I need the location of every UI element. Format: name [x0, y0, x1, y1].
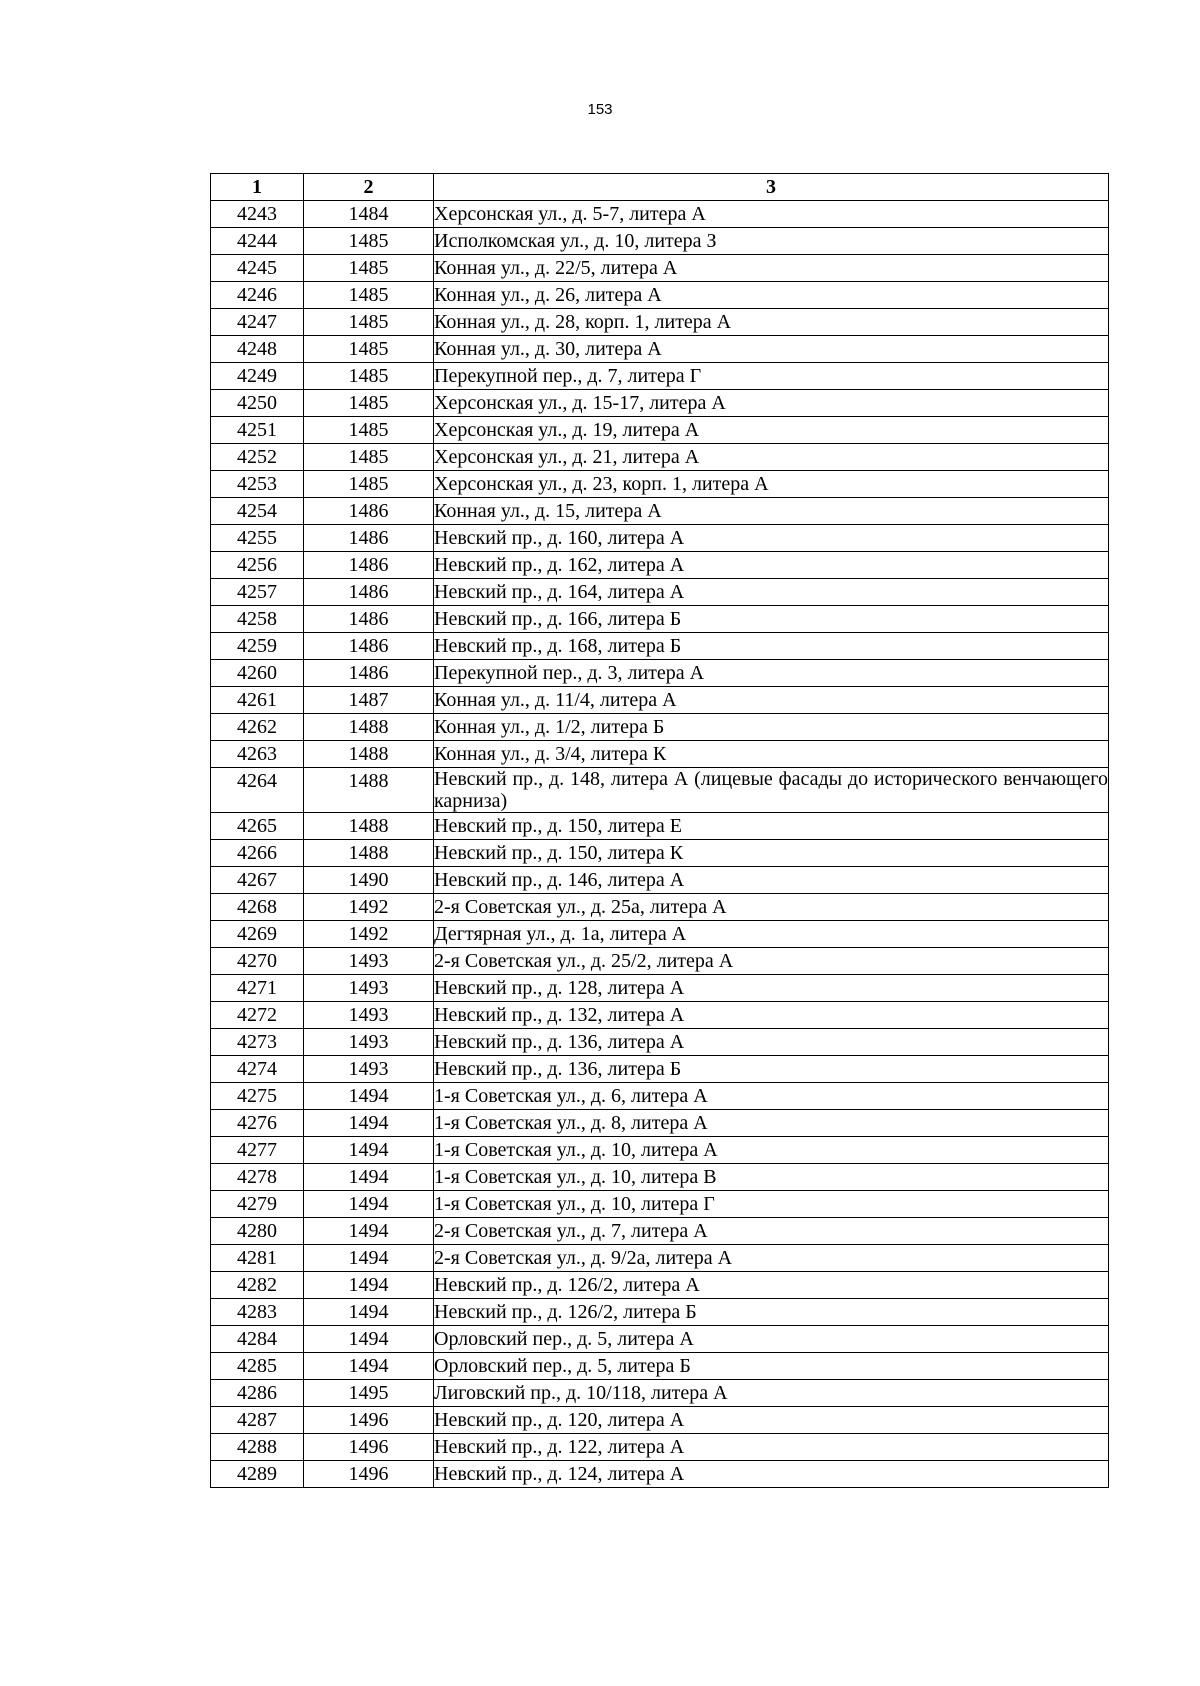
cell-address: 1-я Советская ул., д. 10, литера В	[434, 1164, 1109, 1191]
cell-address: Конная ул., д. 1/2, литера Б	[434, 714, 1109, 741]
table-row	[211, 525, 1109, 552]
cell-code: 1496	[304, 1461, 434, 1488]
table-row	[211, 948, 1109, 975]
cell-code: 1492	[304, 894, 434, 921]
cell-code: 1492	[304, 921, 434, 948]
table-row	[211, 606, 1109, 633]
cell-address: Перекупной пер., д. 7, литера Г	[434, 363, 1109, 390]
table-row	[211, 921, 1109, 948]
table-row	[211, 390, 1109, 417]
table-row	[211, 228, 1109, 255]
table-row	[211, 1029, 1109, 1056]
table-row	[211, 1434, 1109, 1461]
cell-address: Невский пр., д. 150, литера Е	[434, 813, 1109, 840]
cell-address: 2-я Советская ул., д. 25а, литера А	[434, 894, 1109, 921]
column-header-3: 3	[434, 174, 1109, 201]
table-row	[211, 867, 1109, 894]
cell-number: 4284	[211, 1326, 304, 1353]
cell-address: 2-я Советская ул., д. 9/2а, литера А	[434, 1245, 1109, 1272]
column-header-2: 2	[304, 174, 434, 201]
cell-number: 4281	[211, 1245, 304, 1272]
table-row	[211, 1407, 1109, 1434]
table-row	[211, 552, 1109, 579]
cell-number: 4246	[211, 282, 304, 309]
cell-address: Дегтярная ул., д. 1а, литера А	[434, 921, 1109, 948]
cell-code: 1490	[304, 867, 434, 894]
cell-address: Конная ул., д. 28, корп. 1, литера А	[434, 309, 1109, 336]
table-row	[211, 1083, 1109, 1110]
cell-address: 2-я Советская ул., д. 7, литера А	[434, 1218, 1109, 1245]
cell-number: 4276	[211, 1110, 304, 1137]
table-row	[211, 1272, 1109, 1299]
cell-address: Орловский пер., д. 5, литера А	[434, 1326, 1109, 1353]
table-row	[211, 1245, 1109, 1272]
cell-code: 1485	[304, 309, 434, 336]
table-row	[211, 813, 1109, 840]
cell-number: 4248	[211, 336, 304, 363]
cell-number: 4250	[211, 390, 304, 417]
cell-code: 1494	[304, 1326, 434, 1353]
table-row	[211, 201, 1109, 228]
table-row	[211, 471, 1109, 498]
cell-address: Невский пр., д. 126/2, литера Б	[434, 1299, 1109, 1326]
cell-code: 1485	[304, 336, 434, 363]
table-row	[211, 1056, 1109, 1083]
cell-code: 1488	[304, 714, 434, 741]
cell-address: Орловский пер., д. 5, литера Б	[434, 1353, 1109, 1380]
cell-address: Конная ул., д. 26, литера А	[434, 282, 1109, 309]
table-row	[211, 1461, 1109, 1488]
registry-table	[210, 173, 1109, 1488]
cell-code: 1485	[304, 417, 434, 444]
cell-number: 4270	[211, 948, 304, 975]
cell-number: 4271	[211, 975, 304, 1002]
cell-number: 4243	[211, 201, 304, 228]
cell-code: 1486	[304, 498, 434, 525]
cell-code: 1493	[304, 975, 434, 1002]
cell-code: 1496	[304, 1407, 434, 1434]
cell-address: Херсонская ул., д. 19, литера А	[434, 417, 1109, 444]
table-row	[211, 894, 1109, 921]
table-row	[211, 1326, 1109, 1353]
cell-address: Конная ул., д. 30, литера А	[434, 336, 1109, 363]
cell-address: Херсонская ул., д. 23, корп. 1, литера А	[434, 471, 1109, 498]
cell-code: 1494	[304, 1110, 434, 1137]
cell-address: Конная ул., д. 11/4, литера А	[434, 687, 1109, 714]
cell-code: 1494	[304, 1164, 434, 1191]
cell-code: 1494	[304, 1137, 434, 1164]
cell-address: 1-я Советская ул., д. 6, литера А	[434, 1083, 1109, 1110]
cell-code: 1494	[304, 1245, 434, 1272]
cell-address: Невский пр., д. 126/2, литера А	[434, 1272, 1109, 1299]
table-row	[211, 1002, 1109, 1029]
cell-code: 1493	[304, 948, 434, 975]
table-row	[211, 1380, 1109, 1407]
cell-number: 4282	[211, 1272, 304, 1299]
cell-code: 1494	[304, 1083, 434, 1110]
cell-number: 4258	[211, 606, 304, 633]
cell-number: 4262	[211, 714, 304, 741]
cell-code: 1485	[304, 228, 434, 255]
cell-code: 1485	[304, 282, 434, 309]
cell-code: 1485	[304, 390, 434, 417]
cell-code: 1494	[304, 1353, 434, 1380]
cell-number: 4285	[211, 1353, 304, 1380]
table-row	[211, 444, 1109, 471]
table-row	[211, 336, 1109, 363]
page-number: 153	[587, 101, 613, 118]
cell-number: 4287	[211, 1407, 304, 1434]
table-row	[211, 714, 1109, 741]
table-row	[211, 687, 1109, 714]
cell-number: 4247	[211, 309, 304, 336]
table-row	[211, 633, 1109, 660]
cell-number: 4257	[211, 579, 304, 606]
cell-number: 4278	[211, 1164, 304, 1191]
column-header-1: 1	[211, 174, 304, 201]
cell-code: 1488	[304, 813, 434, 840]
cell-number: 4261	[211, 687, 304, 714]
header-row	[211, 174, 1109, 201]
table-row	[211, 1299, 1109, 1326]
cell-code: 1494	[304, 1191, 434, 1218]
cell-code: 1485	[304, 255, 434, 282]
table-row	[211, 363, 1109, 390]
table-row	[211, 282, 1109, 309]
cell-code: 1486	[304, 552, 434, 579]
cell-address: 2-я Советская ул., д. 25/2, литера А	[434, 948, 1109, 975]
cell-code: 1494	[304, 1218, 434, 1245]
cell-code: 1486	[304, 660, 434, 687]
cell-address: Херсонская ул., д. 21, литера А	[434, 444, 1109, 471]
cell-code: 1488	[304, 768, 434, 813]
cell-number: 4253	[211, 471, 304, 498]
cell-code: 1493	[304, 1002, 434, 1029]
cell-number: 4289	[211, 1461, 304, 1488]
cell-address: Невский пр., д. 136, литера А	[434, 1029, 1109, 1056]
cell-address: Невский пр., д. 136, литера Б	[434, 1056, 1109, 1083]
cell-number: 4254	[211, 498, 304, 525]
cell-number: 4273	[211, 1029, 304, 1056]
cell-number: 4288	[211, 1434, 304, 1461]
cell-number: 4255	[211, 525, 304, 552]
cell-number: 4283	[211, 1299, 304, 1326]
cell-number: 4280	[211, 1218, 304, 1245]
cell-code: 1485	[304, 363, 434, 390]
cell-number: 4263	[211, 741, 304, 768]
cell-number: 4279	[211, 1191, 304, 1218]
cell-number: 4277	[211, 1137, 304, 1164]
cell-code: 1486	[304, 525, 434, 552]
cell-code: 1493	[304, 1029, 434, 1056]
cell-number: 4286	[211, 1380, 304, 1407]
cell-address: Невский пр., д. 132, литера А	[434, 1002, 1109, 1029]
cell-code: 1484	[304, 201, 434, 228]
cell-address: Невский пр., д. 150, литера К	[434, 840, 1109, 867]
cell-address: Конная ул., д. 15, литера А	[434, 498, 1109, 525]
cell-number: 4264	[211, 768, 304, 813]
table-row	[211, 1110, 1109, 1137]
cell-number: 4249	[211, 363, 304, 390]
table-row	[211, 255, 1109, 282]
cell-address: Лиговский пр., д. 10/118, литера А	[434, 1380, 1109, 1407]
cell-number: 4265	[211, 813, 304, 840]
table-row	[211, 417, 1109, 444]
cell-code: 1493	[304, 1056, 434, 1083]
cell-address: Херсонская ул., д. 5-7, литера А	[434, 201, 1109, 228]
cell-address: Невский пр., д. 168, литера Б	[434, 633, 1109, 660]
table-row	[211, 498, 1109, 525]
cell-address: Невский пр., д. 124, литера А	[434, 1461, 1109, 1488]
cell-code: 1487	[304, 687, 434, 714]
cell-address: Невский пр., д. 160, литера А	[434, 525, 1109, 552]
cell-code: 1494	[304, 1299, 434, 1326]
cell-address: Херсонская ул., д. 15-17, литера А	[434, 390, 1109, 417]
table-row	[211, 1353, 1109, 1380]
cell-address: Невский пр., д. 162, литера А	[434, 552, 1109, 579]
cell-code: 1485	[304, 444, 434, 471]
cell-code: 1486	[304, 579, 434, 606]
cell-number: 4260	[211, 660, 304, 687]
cell-number: 4268	[211, 894, 304, 921]
table-row	[211, 579, 1109, 606]
cell-address: Невский пр., д. 148, литера А (лицевые фасады до исторического венчающего карниза)	[434, 768, 1108, 812]
table-row	[211, 1191, 1109, 1218]
cell-address: Исполкомская ул., д. 10, литера З	[434, 228, 1109, 255]
cell-code: 1486	[304, 606, 434, 633]
table-body	[211, 201, 1109, 1488]
cell-address: Конная ул., д. 22/5, литера А	[434, 255, 1109, 282]
cell-number: 4251	[211, 417, 304, 444]
cell-code: 1485	[304, 471, 434, 498]
cell-address: Невский пр., д. 166, литера Б	[434, 606, 1109, 633]
table-row	[211, 660, 1109, 687]
cell-number: 4259	[211, 633, 304, 660]
cell-code: 1488	[304, 840, 434, 867]
cell-number: 4269	[211, 921, 304, 948]
cell-address: 1-я Советская ул., д. 10, литера А	[434, 1137, 1109, 1164]
cell-number: 4275	[211, 1083, 304, 1110]
cell-address: Невский пр., д. 128, литера А	[434, 975, 1109, 1002]
table-row	[211, 1218, 1109, 1245]
table-row	[211, 1164, 1109, 1191]
cell-code: 1494	[304, 1272, 434, 1299]
cell-code: 1496	[304, 1434, 434, 1461]
cell-address: 1-я Советская ул., д. 10, литера Г	[434, 1191, 1109, 1218]
table-row	[211, 975, 1109, 1002]
cell-number: 4274	[211, 1056, 304, 1083]
cell-number: 4272	[211, 1002, 304, 1029]
table-row	[211, 1137, 1109, 1164]
table-row	[211, 768, 1109, 813]
table-row	[211, 741, 1109, 768]
cell-code: 1495	[304, 1380, 434, 1407]
cell-address: 1-я Советская ул., д. 8, литера А	[434, 1110, 1109, 1137]
cell-address: Невский пр., д. 122, литера А	[434, 1434, 1109, 1461]
table-row	[211, 840, 1109, 867]
cell-address: Невский пр., д. 164, литера А	[434, 579, 1109, 606]
cell-address: Невский пр., д. 146, литера А	[434, 867, 1109, 894]
table-row	[211, 309, 1109, 336]
cell-address: Невский пр., д. 120, литера А	[434, 1407, 1109, 1434]
cell-address: Конная ул., д. 3/4, литера К	[434, 741, 1109, 768]
cell-number: 4245	[211, 255, 304, 282]
cell-number: 4244	[211, 228, 304, 255]
cell-code: 1486	[304, 633, 434, 660]
cell-number: 4252	[211, 444, 304, 471]
cell-number: 4256	[211, 552, 304, 579]
cell-address: Перекупной пер., д. 3, литера А	[434, 660, 1109, 687]
cell-number: 4267	[211, 867, 304, 894]
cell-code: 1488	[304, 741, 434, 768]
cell-number: 4266	[211, 840, 304, 867]
